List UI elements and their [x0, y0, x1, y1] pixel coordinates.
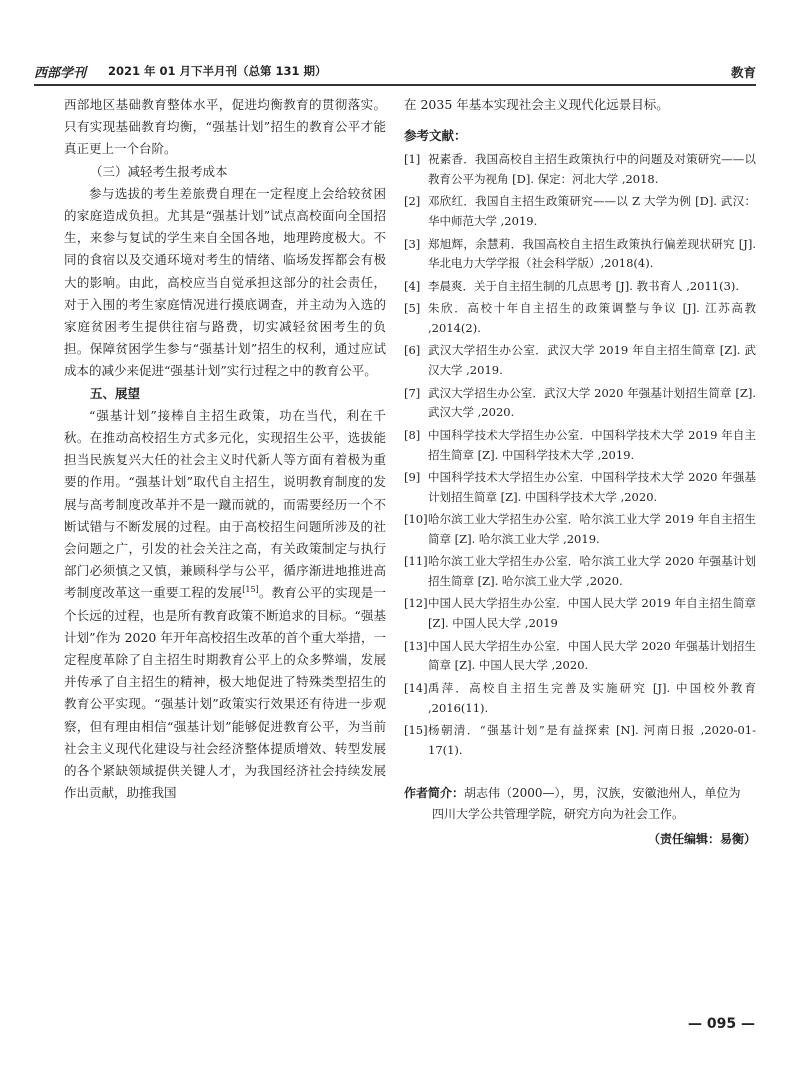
reference-text: 杨朝清．“强基计划”是有益探索 [N]. 河南日报 ,2020-01-17(1).: [428, 723, 756, 757]
reference-number: [11]: [404, 554, 428, 569]
reference-number: [9]: [404, 469, 421, 484]
reference-item: [404, 384, 756, 424]
reference-number: [10]: [404, 512, 428, 527]
reference-item: [404, 192, 756, 232]
reference-item: [404, 679, 756, 719]
author-text: 胡志伟（2000—），男，汉族，安徽池州人，单位为: [464, 785, 741, 800]
reference-text: 中国科学技术大学招生办公室．中国科学技术大学 2020 年强基计划招生简章 [Z]. 中国科学技术大学 ,2020.: [428, 469, 756, 504]
paragraph: 参与选拔的考生差旅费自理在一定程度上会给较贫困的家庭造成负担。尤其是“强基计划”试点高校面向全国招生，来参与复试的学生来自全国各地，地理跨度极大。不同的食宿以及交通环境对考生的情绪、临场发挥都会有极大的影响。由此，高校应当自觉承担这部分的社会责任，对于入围的考生家庭情况进行摸底调查，并主动为入选的家庭贫困考生提供往宿与路费，切实减轻贫困考生的负担。保障贫困学生参与“强基计划”招生的权利，通过应试成本的减少来促进“强基计划”实行过程之中的教育公平。: [64, 185, 386, 379]
reference-item: [404, 235, 756, 275]
reference-text: 祝素香．我国高校自主招生政策执行中的问题及对策研究——以教育公平为视角 [D]. 保定：河北大学 ,2018.: [428, 152, 756, 186]
reference-number: [1]: [404, 152, 421, 167]
reference-number: [15]: [404, 723, 428, 738]
reference-text: 朱欣．高校十年自主招生的政策调整与争议 [J]. 江苏高教 ,2014(2).: [428, 301, 756, 335]
journal-name: 西部学刊: [34, 66, 87, 81]
reference-number: [14]: [404, 680, 428, 695]
section-name: 教育: [730, 65, 756, 80]
left-column: [64, 94, 386, 805]
citation-marker: [15]: [242, 585, 259, 595]
reference-number: [7]: [404, 385, 421, 400]
reference-item: [404, 721, 756, 761]
reference-text: 邓欣红．我国自主招生政策研究——以 Z 大学为例 [D]. 武汉：华中师范大学 ,2019.: [428, 194, 756, 229]
reference-item: [404, 277, 756, 297]
reference-text: 中国人民大学招生办公室．中国人民大学 2020 年强基计划招生简章 [Z]. 中国人民大学 ,2020.: [428, 638, 756, 673]
reference-number: [12]: [404, 596, 428, 611]
page-header: [34, 62, 756, 84]
reference-item: [404, 426, 756, 466]
author-info: [404, 783, 756, 825]
paragraph-outlook: [64, 405, 386, 805]
reference-number: [13]: [404, 638, 428, 653]
page-number: — 095 —: [688, 1016, 755, 1032]
reference-text: 禹萍．高校自主招生完善及实施研究 [J]. 中国校外教育 ,2016(11).: [428, 680, 756, 715]
reference-text: 郑旭辉，余慧莉．我国高校自主招生政策执行偏差现状研究 [J]. 华北电力大学学报（社会科学版）,2018(4).: [428, 236, 756, 271]
references-title: 参考文献：: [404, 128, 467, 144]
reference-item: [404, 637, 756, 677]
paragraph-continued: 在 2035 年基本实现社会主义现代化远景目标。: [404, 97, 669, 112]
reference-number: [6]: [404, 343, 421, 358]
reference-number: [4]: [404, 278, 421, 293]
reference-item: [404, 594, 756, 634]
reference-number: [2]: [404, 194, 421, 209]
reference-item: [404, 468, 756, 508]
reference-item: [404, 299, 756, 339]
editor-note: （责任编辑：易衡）: [647, 831, 756, 846]
reference-text: 哈尔滨工业大学招生办公室．哈尔滨工业大学 2020 年强基计划招生简章 [Z]. 哈尔滨工业大学 ,2020.: [428, 554, 756, 589]
reference-list: [404, 150, 756, 760]
paragraph-text: “强基计划”接棒自主招生政策，功在当代，利在千秋。在推动高校招生方式多元化，实现招生公平，选拔能担当民族复兴大任的社会主义时代新人等方面有着极为重要的作用。“强基计划”取代自主招生，说明教育制度的发展与高考制度改革并不是一蹴而就的，而需要经历一个不断试错与不断发展的过程。由于高校招生问题所涉及的社会问题之广，引发的社会关注之高，有关政策制定与执行部门必须慎之又慎，兼顾科学与公平，循序渐进地推进高考制度改革这一重要工程的发展: [64, 407, 386, 601]
reference-item: [404, 552, 756, 592]
issue-info: 2021 年 01 月下半月刊（总第 131 期）: [108, 64, 327, 78]
author-label: 作者简介：: [404, 785, 465, 800]
subsection-heading: （三）减轻考生报考成本: [90, 163, 228, 179]
reference-text: 武汉大学招生办公室．武汉大学 2019 年自主招生简章 [Z]. 武汉大学 ,2019.: [428, 343, 756, 378]
paragraph-continued: 西部地区基础教育整体水平，促进均衡教育的贯彻落实。只有实现基础教育均衡，“强基计划”招生的教育公平才能真正更上一个台阶。: [64, 97, 386, 157]
header-rule: [34, 84, 756, 86]
paragraph-text: 。教育公平的实现是一个长远的过程，也是所有教育政策不断追求的目标。“强基计划”作为 2020 年开年高校招生改革的首个重大举措，一定程度革除了自主招生时期教育公平上的众多弊端，发展并传承了自主招生的精神，极大地促进了特殊类型招生的教育公平实现。“强基计划”政策实行效果还有待进一步观察，但有理由相信“强基计划”能够促进教育公平，为当前社会主义现代化建设与社会经济整体提质增效、转型发展的各个紧缺领域提供关键人才，为我国经济社会持续发展作出贡献，助推我国: [64, 585, 386, 801]
reference-number: [5]: [404, 301, 421, 316]
reference-item: [404, 341, 756, 381]
reference-text: 哈尔滨工业大学招生办公室．哈尔滨工业大学 2019 年自主招生简章 [Z]. 哈尔滨工业大学 ,2019.: [428, 512, 756, 546]
reference-item: [404, 510, 756, 550]
reference-text: 中国科学技术大学招生办公室．中国科学技术大学 2019 年自主招生简章 [Z]. 中国科学技术大学 ,2019.: [428, 427, 756, 462]
reference-text: 中国人民大学招生办公室．中国人民大学 2019 年自主招生简章 [Z]. 中国人民大学 ,2019: [428, 596, 756, 631]
reference-item: [404, 150, 756, 190]
author-text-continued: 四川大学公共管理学院，研究方向为社会工作。: [432, 806, 685, 821]
reference-text: 李晨爽．关于自主招生制的几点思考 [J]. 教书育人 ,2011(3).: [428, 278, 740, 293]
reference-number: [3]: [404, 236, 421, 251]
section-heading: 五、展望: [90, 385, 141, 401]
reference-number: [8]: [404, 427, 421, 442]
reference-text: 武汉大学招生办公室．武汉大学 2020 年强基计划招生简章 [Z]. 武汉大学 ,2020.: [428, 385, 756, 420]
right-column: [404, 94, 756, 849]
